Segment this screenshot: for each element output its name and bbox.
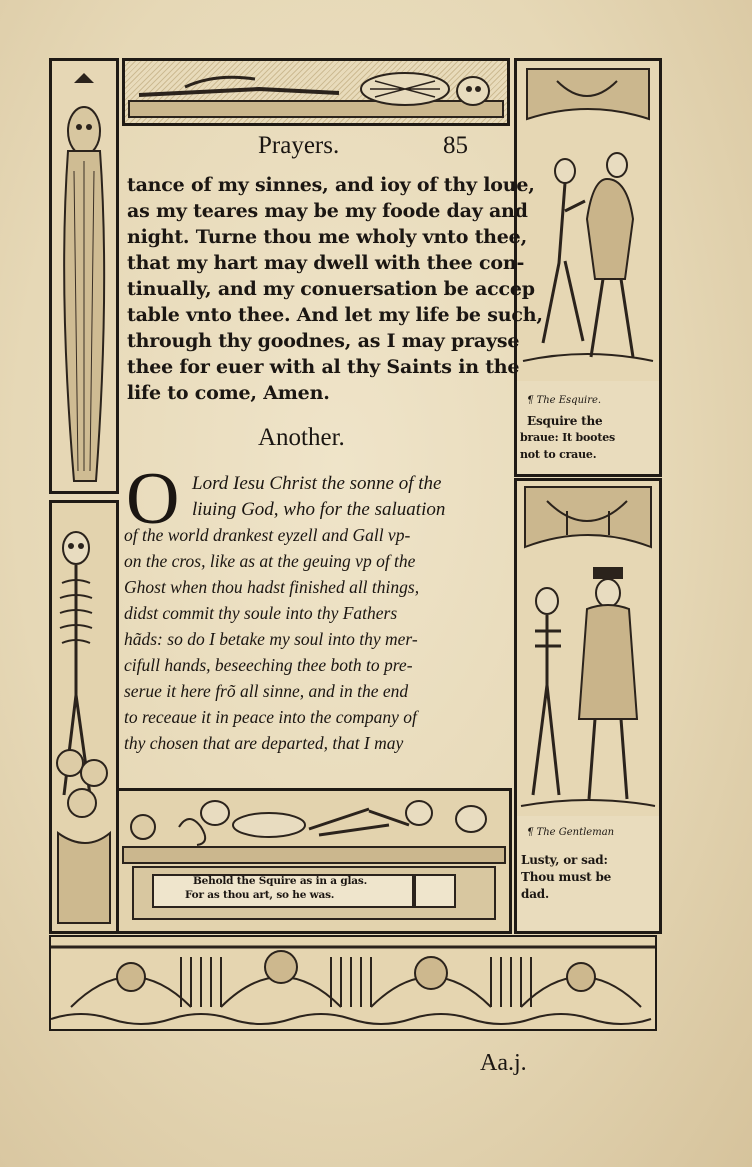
prayer-line: that my hart may dwell with thee con-: [127, 252, 525, 274]
second-prayer-block: [124, 473, 508, 773]
rose-garland-icon: [51, 937, 655, 1029]
gentleman-panel: [514, 478, 662, 934]
gentleman-death-icon: [517, 481, 659, 816]
section-heading: Another.: [258, 424, 345, 451]
esquire-death-dance-icon: [517, 61, 659, 381]
prayer-line: liuing God, who for the saluation: [192, 499, 446, 520]
skeleton-icon: [52, 503, 116, 931]
prayer-text-block: [127, 174, 543, 414]
prayer-line: as my teares may be my foode day and: [127, 200, 528, 222]
prayer-line: Lord Iesu Christ the sonne of the: [192, 473, 442, 494]
esquire-verse-line: braue: It bootes: [520, 431, 615, 444]
floral-frieze-woodcut: [49, 935, 657, 1031]
running-title: Prayers.: [258, 132, 340, 159]
skeleton-skulls-woodcut: [49, 500, 119, 934]
prayer-line: hãds: so do I betake my soul into thy mer-: [124, 629, 418, 649]
shroud-figure-icon: [52, 61, 116, 491]
bones-tomb-icon: [119, 791, 509, 931]
prayer-line: thy chosen that are departed, that I may: [124, 733, 404, 753]
tomb-caption-line: Behold the Squire as in a glas.: [193, 875, 368, 887]
skeleton-lying-icon: [125, 61, 507, 123]
prayer-line: of the world drankest eyzell and Gall vp-: [124, 525, 411, 545]
tomb-woodcut: [116, 788, 512, 934]
esquire-verse-line: Esquire the: [527, 414, 603, 428]
gentleman-caption: ¶ The Gentleman: [527, 827, 615, 838]
prayer-line: tinually, and my conuersation be accep: [127, 278, 535, 300]
gentleman-verse-line: dad.: [521, 887, 549, 901]
esquire-caption: ¶ The Esquire.: [527, 395, 602, 406]
esquire-verse-line: not to craue.: [520, 448, 597, 461]
gentleman-verse-line: Thou must be: [521, 870, 612, 884]
gentleman-verse-line: Lusty, or sad:: [521, 853, 608, 867]
prayer-line: night. Turne thou me wholy vnto thee,: [127, 226, 527, 248]
prayer-line: life to come, Amen.: [127, 382, 330, 404]
reclining-skeleton-woodcut: [122, 58, 510, 126]
signature-mark: Aa.j.: [480, 1050, 527, 1076]
drop-cap: O: [126, 458, 180, 540]
prayer-line: through thy goodnes, as I may prayse: [127, 330, 520, 352]
prayer-line: table vnto thee. And let my life be such,: [127, 304, 543, 326]
esquire-panel: [514, 58, 662, 477]
shrouded-corpse-woodcut: [49, 58, 119, 494]
page-number: 85: [443, 132, 468, 159]
prayer-line: on the cros, like as at the geuing vp of the: [124, 551, 416, 571]
prayer-line: to receaue it in peace into the company of: [124, 707, 417, 727]
prayer-line: serue it here frõ all sinne, and in the end: [124, 681, 409, 701]
prayer-line: thee for euer with al thy Saints in the: [127, 356, 520, 378]
prayer-line: didst commit thy soule into thy Fathers: [124, 603, 398, 623]
prayer-line: tance of my sinnes, and ioy of thy loue,: [127, 174, 535, 196]
prayer-line: cifull hands, beseeching thee both to pre-: [124, 655, 413, 675]
tomb-caption-line: For as thou art, so he was.: [185, 889, 335, 901]
prayer-line: Ghost when thou hadst finished all things,: [124, 577, 420, 597]
